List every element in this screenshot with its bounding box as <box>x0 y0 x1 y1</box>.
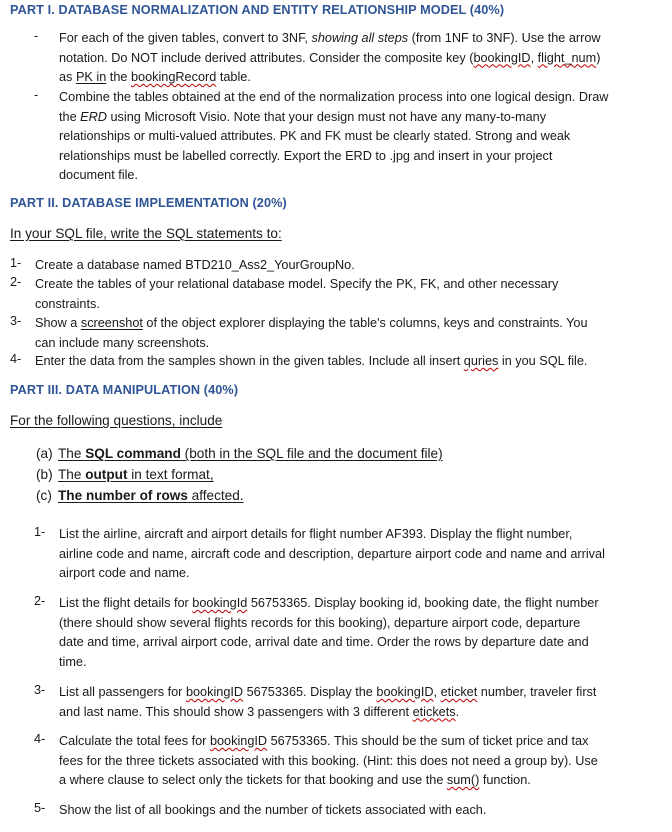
text-line: Create the tables of your relational database model. Specify the PK, FK, and other necessary <box>35 277 559 291</box>
text-line: date and time, arrival airport code, arrival date and time. Order the rows by departure date and <box>59 635 589 650</box>
text-line: relationships or multi-valued attributes. PK and FK must be clearly stated. Strong and weak <box>59 129 571 144</box>
item-number: 1- <box>10 256 22 270</box>
question-2 <box>59 594 635 672</box>
text-line: (there should show several flights records for this booking), departure airport code, departure <box>59 615 581 630</box>
text-line: airline code and name, aircraft code and description, departure airport code and name and arrival <box>59 546 605 561</box>
question-number: 2- <box>34 594 46 608</box>
text-line: a where clause to select only the tickets for that booking and use the sum() function. <box>59 773 531 788</box>
part2-item-create-db <box>35 256 635 276</box>
part3-heading: PART III. DATA MANIPULATION (40%) <box>10 383 239 397</box>
text-line: notation. Do NOT include derived attributes. Consider the composite key (bookingID, flight_num) <box>59 50 601 65</box>
text-line: Create a database named BTD210_Ass2_YourGroupNo. <box>35 258 355 272</box>
text-line: can include many screenshots. <box>35 335 210 350</box>
item-number: 4- <box>10 352 22 366</box>
include-item-sql: (a) The SQL command (both in the SQL file and the document file) <box>36 446 443 461</box>
part1-heading: PART I. DATABASE NORMALIZATION AND ENTITY RELATIONSHIP MODEL (40%) <box>10 3 505 17</box>
part2-intro: In your SQL file, write the SQL statements to: <box>10 226 282 241</box>
text-line: as PK in the bookingRecord table. <box>59 70 251 85</box>
text-line: and last name. This should show 3 passengers with 3 different etickets. <box>59 704 460 719</box>
text-line: time. <box>59 654 87 669</box>
part2-item-screenshot <box>35 314 635 353</box>
question-number: 3- <box>34 683 46 697</box>
text-line: List all passengers for bookingID 56753365. Display the bookingID, eticket number, traveler first <box>59 685 597 699</box>
part3-intro: For the following questions, include <box>10 413 223 428</box>
part1-bullet-normalization <box>59 29 635 88</box>
text-line: relationships must be labelled correctly. Export the ERD to .jpg and insert in your project <box>59 148 553 163</box>
text-line: fees for the three tickets associated with this booking. (Hint: this does not need a group by). Use <box>59 753 598 768</box>
part2-item-create-tables <box>35 275 635 314</box>
item-number: 3- <box>10 314 22 328</box>
part1-bullet-marker: - <box>34 29 39 43</box>
text-line: List the airline, aircraft and airport details for flight number AF393. Display the flight number, <box>59 527 573 541</box>
question-5 <box>59 801 635 821</box>
part1-bullet-marker: - <box>34 88 39 102</box>
question-4 <box>59 732 635 791</box>
text-line: constraints. <box>35 296 100 311</box>
text-line: airport code and name. <box>59 566 190 581</box>
item-number: 2- <box>10 275 22 289</box>
part2-heading: PART II. DATABASE IMPLEMENTATION (20%) <box>10 196 287 210</box>
question-number: 1- <box>34 525 46 539</box>
include-item-output: (b) The output in text format, <box>36 467 214 482</box>
part1-bullet-erd <box>59 88 635 186</box>
text-line: document file. <box>59 168 138 183</box>
part2-item-insert-data <box>35 352 635 372</box>
question-3 <box>59 683 635 722</box>
question-1 <box>59 525 635 584</box>
text-line: Show the list of all bookings and the number of tickets associated with each. <box>59 803 487 817</box>
question-number: 5- <box>34 801 46 815</box>
text-line: the ERD using Microsoft Visio. Note that your design must not have any many-to-many <box>59 109 547 124</box>
question-number: 4- <box>34 732 46 746</box>
text-line: Show a screenshot of the object explorer displaying the table's columns, keys and constraints. You <box>35 316 588 330</box>
include-item-rows: (c) The number of rows affected. <box>36 488 244 503</box>
text-line: For each of the given tables, convert to 3NF, showing all steps (from 1NF to 3NF). Use the arrow <box>59 31 601 45</box>
text-line: Enter the data from the samples shown in the given tables. Include all insert quries in you SQL file. <box>35 354 588 368</box>
text-line: List the flight details for bookingId 56753365. Display booking id, booking date, the flight number <box>59 596 599 610</box>
text-line: Combine the tables obtained at the end of the normalization process into one logical design. Draw <box>59 90 609 104</box>
text-line: Calculate the total fees for bookingID 56753365. This should be the sum of ticket price and tax <box>59 734 589 748</box>
